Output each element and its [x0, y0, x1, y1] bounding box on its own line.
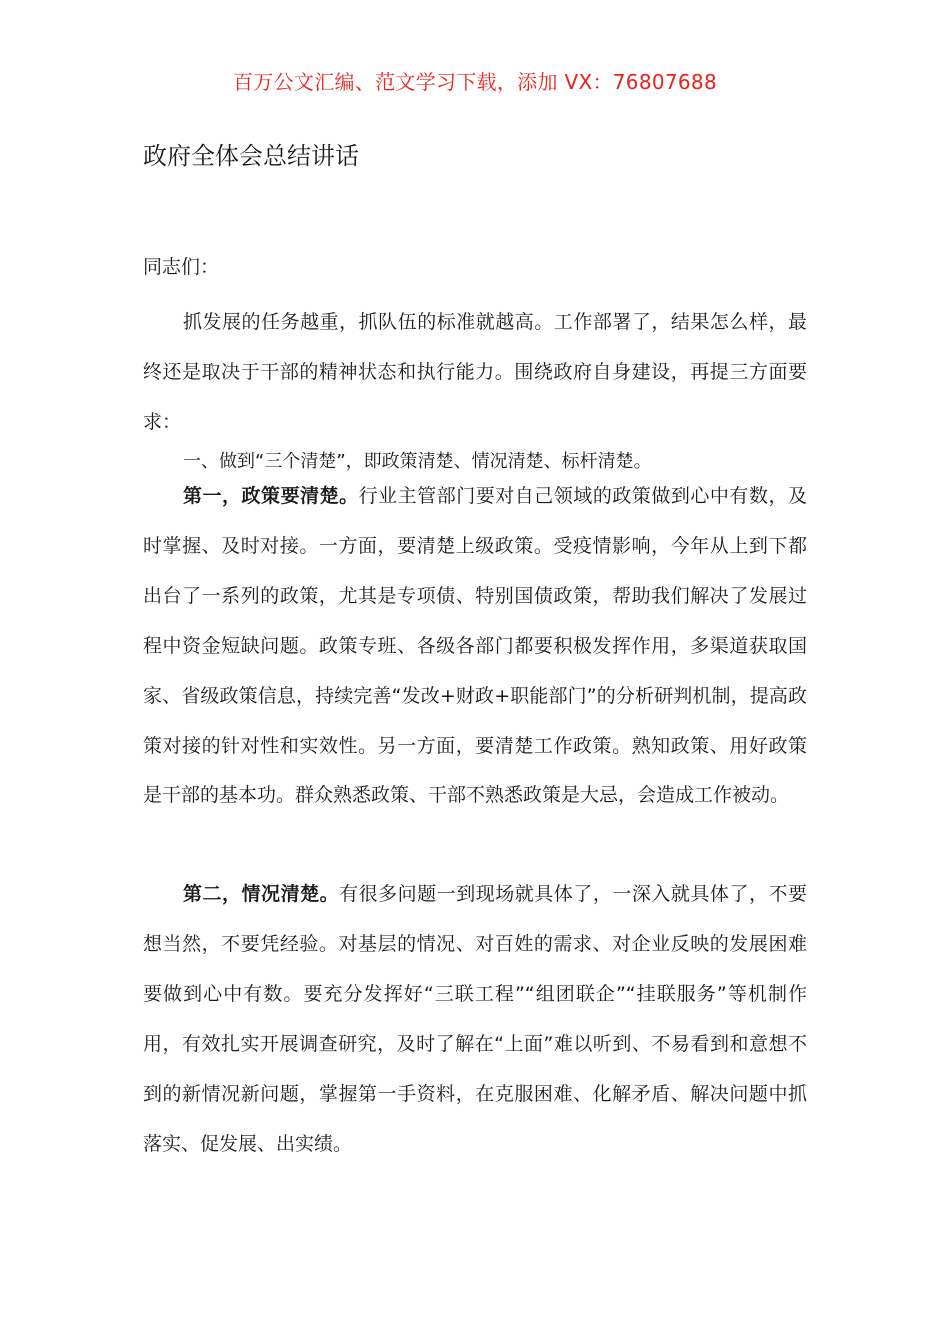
- intro-paragraph: 抓发展的任务越重，抓队伍的标准就越高。工作部署了，结果怎么样，最终还是取决于干部的精神状态和执行能力。围绕政府自身建设，再提三方面要求：: [143, 311, 807, 433]
- point-2-block: [143, 870, 807, 1169]
- greeting: 同志们：: [143, 256, 220, 278]
- point-1-body: 行业主管部门要对自己领域的政策做到心中有数，及时掌握、及时对接。一方面，要清楚上级政策。受疫情影响，今年从上到下都出台了一系列的政策，尤其是专项债、特别国债政策，帮助我们解决了发展过程中资金短缺问题。政策专班、各级各部门都要积极发挥作用，多渠道获取国家、省级政策信息，持续完善“发改+财政+职能部门”的分析研判机制，提高政策对接的针对性和实效性。另一方面，要清楚工作政策。熟知政策、用好政策是干部的基本功。群众熟悉政策、干部不熟悉政策是大忌，会造成工作被动。: [143, 485, 807, 807]
- document-title: 政府全体会总结讲话: [143, 142, 359, 170]
- section-heading-1: 一、做到“三个清楚”，即政策清楚、情况清楚、标杆清楚。: [183, 451, 652, 472]
- point-1-lead: 第一，政策要清楚。: [183, 485, 359, 507]
- point-2-paragraph: [143, 870, 807, 1169]
- point-1-block: [143, 472, 807, 821]
- point-2-lead: 第二，情况清楚。: [183, 883, 340, 905]
- point-1-paragraph: [143, 472, 807, 821]
- point-2-body: 有很多问题一到现场就具体了，一深入就具体了，不要想当然，不要凭经验。对基层的情况、对百姓的需求、对企业反映的发展困难要做到心中有数。要充分发挥好“三联工程”“组团联企”“挂联服务”等机制作用，有效扎实开展调查研究，及时了解在“上面”难以听到、不易看到和意想不到的新情况新问题，掌握第一手资料，在克服困难、化解矛盾、解决问题中抓落实、促发展、出实绩。: [143, 883, 807, 1155]
- watermark-header: 百万公文汇编、范文学习下载，添加 VX：76807688: [233, 70, 717, 94]
- intro-block: [143, 298, 807, 448]
